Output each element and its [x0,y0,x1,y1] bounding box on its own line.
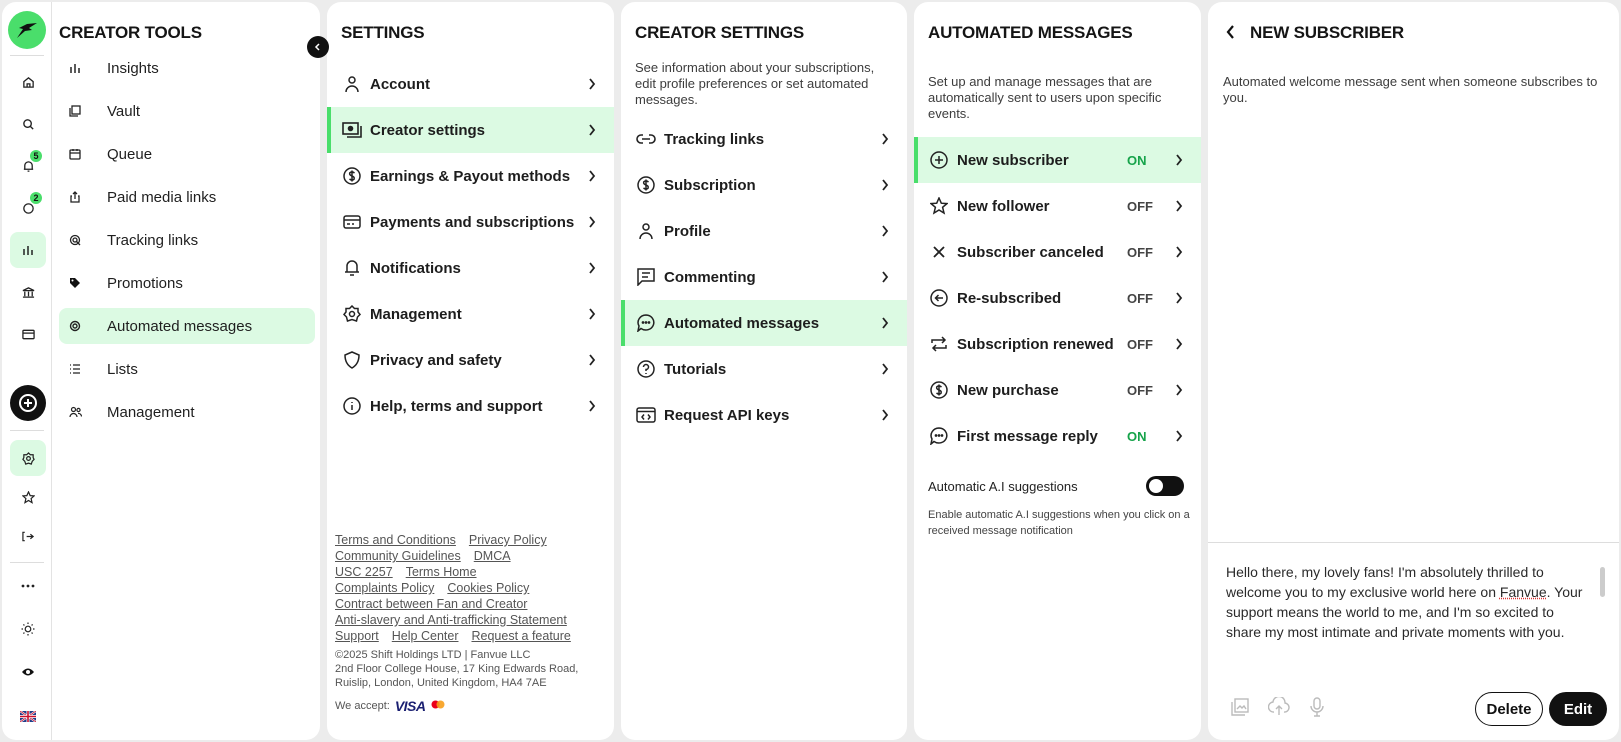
share-icon [69,191,91,203]
comment-icon [635,266,657,288]
creator-settings-subscription[interactable]: Subscription [621,162,907,208]
chevron-right-icon [1169,384,1183,396]
settings-earnings-payout[interactable]: Earnings & Payout methods [327,153,614,199]
creator-settings-tracking-links[interactable]: Tracking links [621,116,907,162]
mastercard-logo [431,698,445,714]
settings-panel [327,2,614,740]
creator-tools-lists[interactable]: Lists [59,351,315,387]
payment-methods: We accept: VISA [335,698,605,714]
community-guidelines-link[interactable]: Community Guidelines [335,549,461,563]
panel-title: SETTINGS [341,23,425,42]
card-icon [341,211,363,233]
tracking-icon [69,234,91,246]
more-icon[interactable] [10,568,46,604]
legal-footer [335,532,605,714]
toggle-knob [1149,479,1163,493]
chevron-right-icon [1169,430,1183,442]
privacy-link[interactable]: Privacy Policy [468,533,547,547]
automated-subscriber-canceled[interactable]: Subscriber canceled OFF [914,229,1201,275]
dollar-icon [928,379,950,401]
chevron-right-icon [582,170,596,182]
microphone-icon[interactable] [1308,697,1326,722]
chevron-right-icon [582,78,596,90]
chevron-right-icon [582,124,596,136]
chevron-right-icon [1169,246,1183,258]
message-badge: 2 [30,192,42,204]
creator-tools-list [59,50,315,437]
users-icon [69,406,91,418]
dollar-icon [341,165,363,187]
star-icon [928,195,950,217]
automated-new-follower[interactable]: New follower OFF [914,183,1201,229]
terms-home-link[interactable]: Terms Home [405,565,477,579]
status-badge: ON [1127,428,1147,444]
panel-title: CREATOR TOOLS [59,23,202,42]
scrollbar[interactable] [1600,567,1605,597]
help-icon [635,358,657,380]
chevron-right-icon [1169,292,1183,304]
creator-settings-tutorials[interactable]: Tutorials [621,346,907,392]
creator-tools-insights[interactable]: Insights [59,50,315,86]
sun-icon[interactable] [10,611,46,647]
creator-tools-panel [2,2,320,740]
chat-icon[interactable] [10,190,46,226]
chevron-right-icon [875,133,889,145]
dmca-link[interactable]: DMCA [473,549,511,563]
address: 2nd Floor College House, 17 King Edwards Road, Ruislip, London, United Kingdom, HA4 7AE [335,663,579,689]
chat-icon [928,425,950,447]
chevron-right-icon [582,354,596,366]
fanvue-logo[interactable] [8,11,46,49]
repeat-icon [928,333,950,355]
delete-button[interactable]: Delete [1475,692,1543,726]
settings-help-terms-support[interactable]: Help, terms and support [327,383,614,429]
automated-new-purchase[interactable]: New purchase OFF [914,367,1201,413]
logout-icon[interactable] [10,518,46,554]
creator-tools-tracking-links[interactable]: Tracking links [59,222,315,258]
bell-icon[interactable] [10,148,46,184]
calendar-icon [69,148,91,160]
panel-description: Set up and manage messages that are automatically sent to users upon specific events. [928,74,1162,121]
new-subscriber-panel [1208,2,1619,740]
settings-creator-settings[interactable]: Creator settings [327,107,614,153]
creator-tools-management[interactable]: Management [59,394,315,430]
chevron-right-icon [1169,338,1183,350]
insights-icon [69,63,91,74]
chevron-right-icon [582,308,596,320]
contract-link[interactable]: Contract between Fan and Creator [335,597,528,611]
create-button[interactable] [10,385,46,421]
collapse-sidebar-button[interactable] [307,36,329,58]
chevron-right-icon [875,317,889,329]
automated-first-message-reply[interactable]: First message reply ON [914,413,1201,459]
chevron-right-icon [582,262,596,274]
settings-privacy-safety[interactable]: Privacy and safety [327,337,614,383]
status-badge: OFF [1127,198,1153,214]
message-composer [1208,542,1619,740]
chevron-right-icon [582,400,596,412]
panel-title: NEW SUBSCRIBER [1250,23,1404,42]
chevron-right-icon [1169,154,1183,166]
close-icon [928,241,950,263]
settings-account[interactable]: Account [327,61,614,107]
request-feature-link[interactable]: Request a feature [471,629,571,643]
icon-rail [2,2,52,740]
misspelled-word: Fanvue [1499,584,1547,600]
ai-suggestions-toggle[interactable] [1146,476,1184,496]
upload-icon[interactable] [1268,697,1290,722]
dollar-icon [635,174,657,196]
ai-suggestions-description: Enable automatic A.I suggestions when you click on a received message notification [928,509,1190,537]
panel-description: See information about your subscriptions, edit profile preferences or set automated messages. [635,60,875,107]
bank-icon[interactable] [10,274,46,310]
search-icon[interactable] [10,106,46,142]
automated-re-subscribed[interactable]: Re-subscribed OFF [914,275,1201,321]
status-badge: OFF [1127,336,1153,352]
chevron-right-icon [875,409,889,421]
composer-tools [1230,697,1326,722]
chevron-right-icon [875,179,889,191]
chevron-right-icon [582,216,596,228]
copyright: ©2025 Shift Holdings LTD | Fanvue LLC [335,649,531,661]
panel-title: CREATOR SETTINGS [635,23,805,42]
chat-icon [635,312,657,334]
support-link[interactable]: Support [335,629,379,643]
help-center-link[interactable]: Help Center [391,629,459,643]
code-window-icon [635,404,657,426]
notification-badge: 5 [30,150,42,162]
status-badge: OFF [1127,382,1153,398]
insights-icon[interactable] [10,232,46,268]
panel-description: Automated welcome message sent when someone subscribes to you. [1223,74,1598,105]
usc-2257-link[interactable]: USC 2257 [335,565,393,579]
chevron-right-icon [875,271,889,283]
creator-tools-paid-media-links[interactable]: Paid media links [59,179,315,215]
user-icon [341,73,363,95]
panel-title: AUTOMATED MESSAGES [928,23,1133,42]
edit-button[interactable]: Edit [1549,692,1607,726]
chevron-right-icon [875,225,889,237]
cookies-policy-link[interactable]: Cookies Policy [447,581,530,595]
status-badge: OFF [1127,244,1153,260]
chevron-right-icon [875,363,889,375]
creator-settings-panel [621,2,907,740]
uk-flag-icon[interactable] [10,698,46,734]
creator-settings-commenting[interactable]: Commenting [621,254,907,300]
gear-icon [341,303,363,325]
bell-icon [341,257,363,279]
complaints-policy-link[interactable]: Complaints Policy [335,581,435,595]
link-icon [635,128,657,150]
settings-management[interactable]: Management [327,291,614,337]
media-icon[interactable] [1230,697,1250,722]
card-icon[interactable] [10,316,46,352]
terms-link[interactable]: Terms and Conditions [335,533,456,547]
tag-icon [69,277,91,289]
creator-settings-profile[interactable]: Profile [621,208,907,254]
gear-icon[interactable] [10,440,46,476]
home-icon[interactable] [10,64,46,100]
ai-suggestions-label: Automatic A.I suggestions [928,479,1078,494]
automated-subscription-renewed[interactable]: Subscription renewed OFF [914,321,1201,367]
settings-notifications[interactable]: Notifications [327,245,614,291]
creator-tools-queue[interactable]: Queue [59,136,315,172]
eye-icon[interactable] [10,654,46,690]
star-icon[interactable] [10,479,46,515]
plus-circle-icon [928,149,950,171]
status-badge: OFF [1127,290,1153,306]
anti-slavery-link[interactable]: Anti-slavery and Anti-trafficking Statement [335,613,567,627]
creator-tools-automated-messages[interactable]: Automated messages [59,308,315,344]
list-icon [69,364,91,374]
arrow-left-circle-icon [928,287,950,309]
user-icon [635,220,657,242]
automated-messages-panel [914,2,1201,740]
visa-logo: VISA [394,698,426,714]
shield-icon [341,349,363,371]
creator-icon [341,119,363,141]
settings-payments-subscriptions[interactable]: Payments and subscriptions [327,199,614,245]
message-text[interactable]: Hello there, my lovely fans! I'm absolutely thrilled to welcome you to my exclusive world here on Fanvue. Your support means the world to me, and I'm so excited to share my most intimate and private moments with you. [1226,564,1583,640]
status-badge: ON [1127,152,1147,168]
info-icon [341,395,363,417]
creator-settings-automated-messages[interactable]: Automated messages [621,300,907,346]
chevron-right-icon [1169,200,1183,212]
automated-icon [69,320,91,332]
vault-icon [69,105,91,117]
automated-new-subscriber[interactable]: New subscriber ON [914,137,1201,183]
creator-tools-vault[interactable]: Vault [59,93,315,129]
creator-tools-promotions[interactable]: Promotions [59,265,315,301]
back-button[interactable] [1226,24,1240,40]
creator-settings-request-api-keys[interactable]: Request API keys [621,392,907,438]
